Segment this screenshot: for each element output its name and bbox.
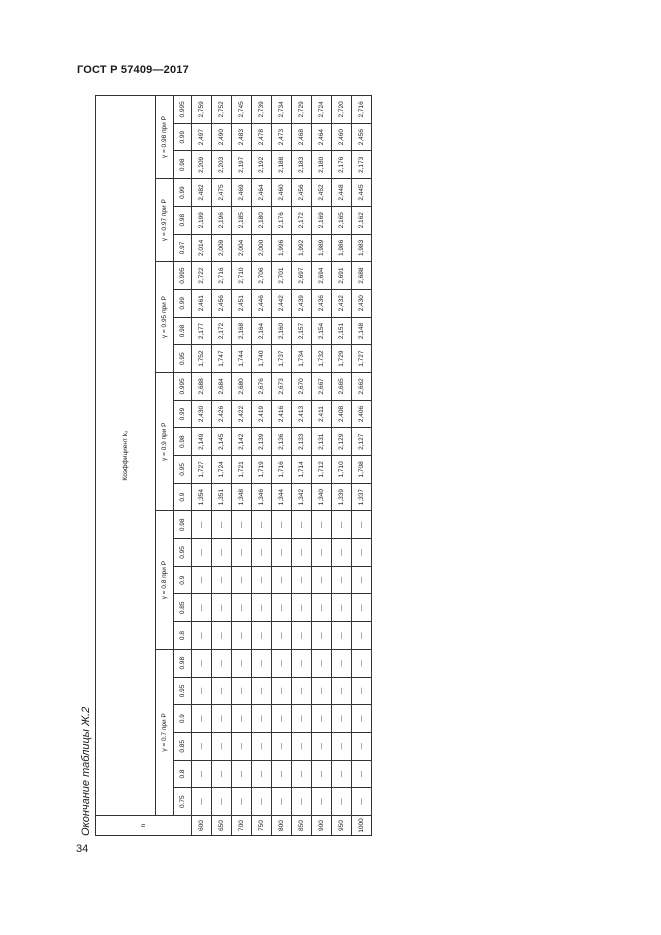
coefficient-cell: —: [312, 788, 332, 816]
coefficient-cell: —: [192, 566, 212, 594]
probability-header: 0.85: [174, 594, 192, 622]
coefficient-cell: 2,468: [292, 123, 312, 151]
coefficient-cell: 1,710: [332, 456, 352, 484]
coefficient-cell: —: [232, 622, 252, 650]
coefficient-cell: 2,451: [232, 289, 252, 317]
coefficient-cell: 1,354: [192, 483, 212, 511]
page-number: 34: [76, 843, 89, 855]
coefficient-cell: —: [212, 732, 232, 760]
table-caption: Окончание таблицы Ж.2: [80, 706, 92, 836]
coefficient-cell: 2,430: [192, 400, 212, 428]
coefficient-cell: 2,752: [212, 96, 232, 124]
coefficient-cell: 2,157: [292, 317, 312, 345]
coefficient-cell: 2,442: [272, 289, 292, 317]
coefficient-cell: 2,667: [312, 373, 332, 401]
coefficient-cell: —: [252, 677, 272, 705]
coefficient-cell: 1,744: [232, 345, 252, 373]
coefficient-cell: —: [192, 622, 212, 650]
coefficient-cell: —: [272, 677, 292, 705]
coefficient-cell: 2,151: [332, 317, 352, 345]
coefficient-cell: —: [292, 566, 312, 594]
coefficient-cell: —: [352, 622, 372, 650]
coefficient-cell: 2,724: [312, 96, 332, 124]
coefficient-cell: —: [332, 622, 352, 650]
coefficient-cell: —: [332, 511, 352, 539]
coefficient-cell: 2,133: [292, 428, 312, 456]
coefficient-cell: —: [272, 622, 292, 650]
coefficient-cell: —: [192, 732, 212, 760]
coefficient-cell: 1,986: [332, 234, 352, 262]
coefficient-cell: 2,497: [192, 123, 212, 151]
coefficient-cell: —: [332, 539, 352, 567]
coefficient-cell: 2,203: [212, 151, 232, 179]
table-row: [312, 96, 332, 836]
probability-header: 0.9: [174, 566, 192, 594]
coefficient-cell: 2,014: [192, 234, 212, 262]
coefficient-cell: 2,197: [232, 151, 252, 179]
coefficient-cell: 2,009: [212, 234, 232, 262]
coefficient-cell: 1,724: [212, 456, 232, 484]
coefficient-cell: —: [292, 760, 312, 788]
probability-header: 0.9: [174, 705, 192, 733]
coefficient-cell: 2,172: [212, 317, 232, 345]
coefficient-cell: 2,676: [252, 373, 272, 401]
coefficient-cell: —: [352, 594, 372, 622]
coefficient-cell: 2,490: [212, 123, 232, 151]
coefficient-table: [95, 95, 372, 836]
coefficient-cell: —: [232, 594, 252, 622]
coefficient-cell: 1,351: [212, 483, 232, 511]
coefficient-cell: 1,342: [292, 483, 312, 511]
coefficient-cell: —: [312, 760, 332, 788]
coefficient-cell: —: [312, 594, 332, 622]
coefficient-cell: 2,139: [252, 428, 272, 456]
coefficient-cell: —: [192, 677, 212, 705]
gamma-group-header: γ = 0.95 при P: [156, 262, 174, 373]
coefficient-cell: —: [252, 511, 272, 539]
coefficient-cell: 2,710: [232, 262, 252, 290]
rotated-table-wrapper: [95, 95, 365, 836]
coefficient-cell: —: [352, 649, 372, 677]
coefficient-cell: 2,469: [232, 179, 252, 207]
coefficient-cell: —: [332, 566, 352, 594]
probability-header: 0.99: [174, 179, 192, 207]
coefficient-cell: —: [212, 649, 232, 677]
coefficient-cell: —: [312, 566, 332, 594]
coefficient-cell: 2,145: [212, 428, 232, 456]
coefficient-cell: 2,684: [212, 373, 232, 401]
coefficient-cell: 2,142: [232, 428, 252, 456]
coefficient-cell: —: [272, 788, 292, 816]
n-value-cell: 900: [312, 816, 332, 836]
probability-header: 0.8: [174, 760, 192, 788]
probability-header: 0.95: [174, 345, 192, 373]
coefficient-cell: —: [212, 677, 232, 705]
coefficient-cell: —: [212, 760, 232, 788]
coefficient-cell: 2,691: [332, 262, 352, 290]
gamma-group-header: γ = 0.98 при P: [156, 96, 174, 179]
gamma-group-header: γ = 0.7 при P: [156, 649, 174, 815]
coefficient-cell: 1,716: [272, 456, 292, 484]
coefficient-cell: 2,460: [332, 123, 352, 151]
coefficient-cell: —: [352, 705, 372, 733]
probability-header: 0.97: [174, 234, 192, 262]
coefficient-cell: —: [332, 732, 352, 760]
coefficient-cell: 2,185: [232, 206, 252, 234]
coefficient-cell: —: [272, 649, 292, 677]
coefficient-cell: 2,209: [192, 151, 212, 179]
coefficient-cell: 2,127: [352, 428, 372, 456]
coefficient-cell: 2,456: [292, 179, 312, 207]
coefficient-cell: —: [192, 649, 212, 677]
coefficient-cell: 2,436: [312, 289, 332, 317]
coefficient-cell: 2,448: [332, 179, 352, 207]
coefficient-cell: 1,714: [292, 456, 312, 484]
coefficient-cell: —: [232, 760, 252, 788]
coefficient-cell: —: [352, 732, 372, 760]
coefficient-cell: 2,464: [312, 123, 332, 151]
coefficient-cell: —: [212, 539, 232, 567]
coefficient-cell: 1,340: [312, 483, 332, 511]
coefficient-cell: 2,172: [292, 206, 312, 234]
coefficient-cell: 2,475: [212, 179, 232, 207]
coefficient-cell: 2,180: [252, 206, 272, 234]
coefficient-cell: 2,176: [332, 151, 352, 179]
probability-header: 0.995: [174, 262, 192, 290]
n-value-cell: 800: [272, 816, 292, 836]
coefficient-cell: 1,721: [232, 456, 252, 484]
coefficient-cell: 1,992: [292, 234, 312, 262]
coefficient-cell: 1,996: [272, 234, 292, 262]
coefficient-cell: —: [272, 511, 292, 539]
coefficient-cell: 1,737: [272, 345, 292, 373]
coefficient-cell: —: [292, 622, 312, 650]
coefficient-cell: 1,729: [332, 345, 352, 373]
coefficient-cell: —: [192, 760, 212, 788]
probability-header: 0.98: [174, 649, 192, 677]
coefficient-cell: —: [332, 594, 352, 622]
coefficient-cell: 2,173: [352, 151, 372, 179]
coefficient-cell: 2,439: [292, 289, 312, 317]
coefficient-cell: 2,734: [272, 96, 292, 124]
coefficient-cell: 2,416: [272, 400, 292, 428]
probability-header: 0.75: [174, 788, 192, 816]
gamma-group-header: γ = 0.8 при P: [156, 511, 174, 649]
coefficient-cell: 2,739: [252, 96, 272, 124]
coefficient-cell: —: [272, 760, 292, 788]
coefficient-cell: —: [252, 594, 272, 622]
coefficient-cell: 2,670: [292, 373, 312, 401]
coefficient-cell: 2,456: [212, 289, 232, 317]
coefficient-cell: 2,445: [352, 179, 372, 207]
coefficient-cell: —: [292, 705, 312, 733]
n-value-cell: 650: [212, 816, 232, 836]
coefficient-cell: —: [352, 566, 372, 594]
coefficient-cell: —: [332, 649, 352, 677]
coefficient-cell: —: [292, 788, 312, 816]
coefficient-cell: 2,176: [272, 206, 292, 234]
coefficient-cell: 2,430: [352, 289, 372, 317]
probability-header: 0.85: [174, 732, 192, 760]
coefficient-cell: —: [232, 705, 252, 733]
coefficient-cell: 1,337: [352, 483, 372, 511]
coefficient-cell: 1,344: [272, 483, 292, 511]
coefficient-cell: 2,188: [272, 151, 292, 179]
coefficient-cell: —: [192, 511, 212, 539]
coefficient-cell: —: [252, 788, 272, 816]
coefficient-cell: 2,473: [272, 123, 292, 151]
coefficient-cell: 2,694: [312, 262, 332, 290]
probability-header: 0.995: [174, 373, 192, 401]
coefficient-cell: —: [232, 649, 252, 677]
coefficient-cell: 2,729: [292, 96, 312, 124]
coefficient-cell: —: [352, 539, 372, 567]
coefficient-header: Коэффициент k₂: [96, 96, 156, 816]
coefficient-cell: 2,168: [232, 317, 252, 345]
coefficient-cell: 2,160: [272, 317, 292, 345]
coefficient-cell: 2,456: [352, 123, 372, 151]
n-value-cell: 1000: [352, 816, 372, 836]
coefficient-cell: 2,180: [312, 151, 332, 179]
coefficient-cell: —: [232, 539, 252, 567]
coefficient-cell: 2,136: [272, 428, 292, 456]
coefficient-cell: 2,716: [212, 262, 232, 290]
coefficient-cell: 1,734: [292, 345, 312, 373]
coefficient-cell: —: [272, 539, 292, 567]
coefficient-cell: 2,177: [192, 317, 212, 345]
coefficient-cell: —: [272, 594, 292, 622]
coefficient-cell: 2,680: [232, 373, 252, 401]
coefficient-cell: 2,720: [332, 96, 352, 124]
coefficient-cell: 2,673: [272, 373, 292, 401]
coefficient-cell: 1,983: [352, 234, 372, 262]
coefficient-cell: 2,662: [352, 373, 372, 401]
coefficient-cell: 2,432: [332, 289, 352, 317]
coefficient-cell: —: [252, 732, 272, 760]
coefficient-cell: 2,688: [192, 373, 212, 401]
table-row: [352, 96, 372, 836]
coefficient-cell: 2,149: [192, 428, 212, 456]
table-row: [192, 96, 212, 836]
coefficient-cell: 1,747: [212, 345, 232, 373]
document-title: ГОСТ Р 57409—2017: [77, 64, 189, 76]
coefficient-cell: —: [212, 566, 232, 594]
coefficient-cell: —: [212, 511, 232, 539]
table-row: [292, 96, 312, 836]
coefficient-cell: —: [232, 732, 252, 760]
coefficient-cell: 2,759: [192, 96, 212, 124]
coefficient-cell: —: [212, 788, 232, 816]
coefficient-cell: —: [312, 622, 332, 650]
coefficient-cell: —: [192, 705, 212, 733]
coefficient-cell: 2,460: [272, 179, 292, 207]
coefficient-cell: —: [252, 539, 272, 567]
coefficient-cell: —: [272, 566, 292, 594]
coefficient-cell: —: [312, 677, 332, 705]
coefficient-cell: —: [312, 539, 332, 567]
coefficient-cell: —: [232, 511, 252, 539]
n-value-cell: 750: [252, 816, 272, 836]
coefficient-cell: —: [192, 594, 212, 622]
coefficient-cell: 1,727: [352, 345, 372, 373]
coefficient-cell: —: [192, 539, 212, 567]
coefficient-cell: —: [332, 677, 352, 705]
coefficient-cell: 2,426: [212, 400, 232, 428]
coefficient-cell: —: [292, 649, 312, 677]
n-value-cell: 950: [332, 816, 352, 836]
probability-header: 0.98: [174, 151, 192, 179]
coefficient-cell: —: [292, 594, 312, 622]
coefficient-cell: —: [332, 705, 352, 733]
n-value-cell: 850: [292, 816, 312, 836]
coefficient-cell: —: [272, 732, 292, 760]
probability-header: 0.98: [174, 428, 192, 456]
coefficient-cell: 2,192: [252, 151, 272, 179]
table-row: [212, 96, 232, 836]
coefficient-cell: —: [292, 539, 312, 567]
coefficient-cell: —: [232, 677, 252, 705]
coefficient-cell: 2,478: [252, 123, 272, 151]
coefficient-cell: 2,131: [312, 428, 332, 456]
coefficient-cell: —: [352, 677, 372, 705]
coefficient-cell: 1,732: [312, 345, 332, 373]
table-row: [332, 96, 352, 836]
coefficient-cell: 2,162: [352, 206, 372, 234]
coefficient-cell: —: [232, 566, 252, 594]
coefficient-cell: —: [252, 622, 272, 650]
coefficient-cell: 2,169: [312, 206, 332, 234]
coefficient-cell: 2,701: [272, 262, 292, 290]
n-column-header: n: [96, 816, 192, 836]
coefficient-cell: —: [332, 788, 352, 816]
table-row: [272, 96, 292, 836]
coefficient-cell: —: [252, 649, 272, 677]
probability-header: 0.995: [174, 96, 192, 124]
n-value-cell: 600: [192, 816, 212, 836]
coefficient-cell: 2,406: [352, 400, 372, 428]
coefficient-cell: 1,346: [252, 483, 272, 511]
coefficient-cell: —: [252, 760, 272, 788]
probability-header: 0.95: [174, 539, 192, 567]
probability-header: 0.98: [174, 511, 192, 539]
coefficient-cell: 1,740: [252, 345, 272, 373]
coefficient-cell: —: [232, 788, 252, 816]
coefficient-cell: 1,989: [312, 234, 332, 262]
probability-header: 0.95: [174, 456, 192, 484]
coefficient-cell: —: [252, 566, 272, 594]
probability-header: 0.8: [174, 622, 192, 650]
coefficient-cell: 2,165: [332, 206, 352, 234]
coefficient-cell: 2,422: [232, 400, 252, 428]
coefficient-cell: 2,199: [192, 206, 212, 234]
coefficient-cell: —: [352, 760, 372, 788]
coefficient-cell: 1,727: [192, 456, 212, 484]
coefficient-cell: 2,164: [252, 317, 272, 345]
coefficient-cell: —: [352, 511, 372, 539]
coefficient-cell: 2,722: [192, 262, 212, 290]
coefficient-cell: 2,154: [312, 317, 332, 345]
coefficient-cell: 2,148: [352, 317, 372, 345]
coefficient-cell: 1,752: [192, 345, 212, 373]
coefficient-cell: 2,665: [332, 373, 352, 401]
coefficient-cell: —: [352, 788, 372, 816]
coefficient-cell: 2,129: [332, 428, 352, 456]
coefficient-cell: 2,482: [192, 179, 212, 207]
coefficient-cell: 2,413: [292, 400, 312, 428]
coefficient-cell: 2,745: [232, 96, 252, 124]
coefficient-cell: 2,004: [232, 234, 252, 262]
coefficient-cell: 2,411: [312, 400, 332, 428]
table-row: [252, 96, 272, 836]
coefficient-cell: 1,719: [252, 456, 272, 484]
probability-header: 0.99: [174, 123, 192, 151]
probability-header: 0.9: [174, 483, 192, 511]
coefficient-cell: 2,183: [292, 151, 312, 179]
coefficient-cell: 2,716: [352, 96, 372, 124]
coefficient-cell: —: [252, 705, 272, 733]
coefficient-cell: 2,196: [212, 206, 232, 234]
table-row: [232, 96, 252, 836]
probability-header: 0.99: [174, 400, 192, 428]
coefficient-cell: 1,708: [352, 456, 372, 484]
coefficient-cell: 2,000: [252, 234, 272, 262]
coefficient-cell: —: [312, 705, 332, 733]
probability-header: 0.95: [174, 677, 192, 705]
coefficient-cell: —: [312, 649, 332, 677]
coefficient-cell: —: [292, 677, 312, 705]
coefficient-cell: —: [292, 732, 312, 760]
probability-header: 0.98: [174, 206, 192, 234]
gamma-group-header: γ = 0.9 при P: [156, 373, 174, 511]
coefficient-cell: 2,483: [232, 123, 252, 151]
coefficient-cell: 2,697: [292, 262, 312, 290]
coefficient-cell: —: [312, 511, 332, 539]
coefficient-cell: —: [272, 705, 292, 733]
probability-header: 0.98: [174, 317, 192, 345]
coefficient-cell: —: [212, 705, 232, 733]
coefficient-cell: —: [312, 732, 332, 760]
coefficient-cell: 1,339: [332, 483, 352, 511]
gamma-group-header: γ = 0.97 при P: [156, 179, 174, 262]
coefficient-cell: —: [212, 594, 232, 622]
coefficient-cell: 2,419: [252, 400, 272, 428]
coefficient-cell: —: [212, 622, 232, 650]
coefficient-cell: 2,464: [252, 179, 272, 207]
coefficient-cell: 2,706: [252, 262, 272, 290]
coefficient-cell: 1,712: [312, 456, 332, 484]
coefficient-cell: 1,348: [232, 483, 252, 511]
coefficient-cell: 2,408: [332, 400, 352, 428]
coefficient-cell: 2,461: [192, 289, 212, 317]
coefficient-cell: 2,688: [352, 262, 372, 290]
coefficient-cell: 2,452: [312, 179, 332, 207]
probability-header: 0.99: [174, 289, 192, 317]
coefficient-cell: 2,446: [252, 289, 272, 317]
coefficient-cell: —: [292, 511, 312, 539]
coefficient-cell: —: [332, 760, 352, 788]
coefficient-cell: —: [192, 788, 212, 816]
n-value-cell: 700: [232, 816, 252, 836]
